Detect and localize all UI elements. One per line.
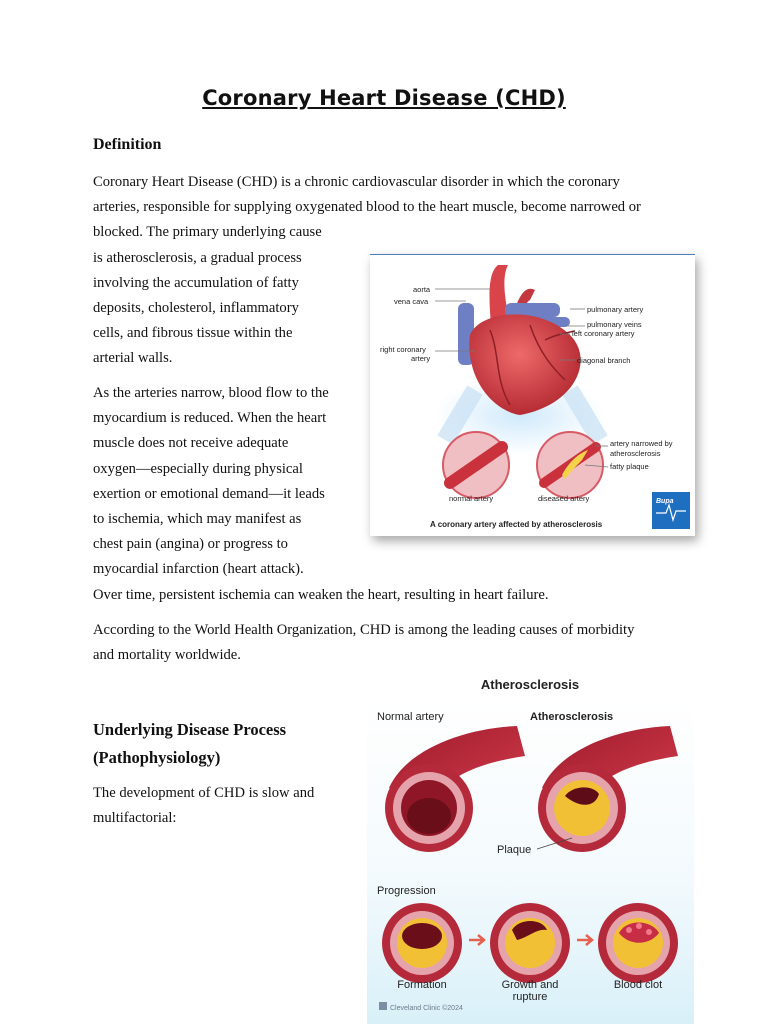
label-artery: artery (411, 354, 431, 363)
text-line: As the arteries narrow, blood flow to the (93, 385, 329, 401)
label-left-coronary: left coronary artery (572, 329, 635, 338)
heading-line: (Pathophysiology) (93, 748, 221, 767)
label-progression: Progression (377, 885, 436, 897)
label-narrowed-2: atherosclerosis (610, 449, 661, 458)
heart-diagram-illustration (370, 255, 695, 536)
process-heading (93, 716, 286, 772)
text-line: arteries, responsible for supplying oxygenated blood to the heart muscle, become narrowed or (93, 199, 641, 216)
label-formation: Formation (397, 979, 447, 991)
label-diseased-artery: diseased artery (538, 494, 590, 503)
label-narrowed-1: artery narrowed by (610, 439, 673, 448)
heart-diagram-figure (370, 254, 695, 536)
process-paragraph (93, 781, 353, 831)
label-pulmonary-veins: pulmonary veins (587, 320, 642, 329)
text-line: deposits, cholesterol, inflammatory (93, 300, 299, 317)
text-line: Over time, persistent ischemia can weaken the heart, resulting in heart failure. (93, 586, 549, 603)
definition-heading: Definition (93, 136, 162, 153)
text-line: cells, and fibrous tissue within the (93, 325, 293, 342)
progression-growth (490, 903, 570, 983)
progression-formation (382, 903, 462, 983)
label-diagonal-branch: diagonal branch (577, 356, 631, 365)
label-plaque: Plaque (497, 844, 532, 856)
label-normal-artery: normal artery (449, 494, 494, 503)
label-fatty-plaque: fatty plaque (610, 462, 649, 471)
label-right-coronary: right coronary (380, 345, 426, 354)
text-line: and mortality worldwide. (93, 647, 241, 664)
figure2-title: Atherosclerosis (480, 677, 580, 692)
label-vena-cava: vena cava (394, 297, 429, 306)
text-line: Coronary Heart Disease (CHD) is a chronic cardiovascular disorder in which the coronary (93, 174, 620, 190)
text-line: muscle does not receive adequate (93, 435, 289, 452)
label-atherosclerosis-heading: Atherosclerosis (530, 711, 614, 723)
text-line: myocardial infarction (heart attack). (93, 561, 304, 578)
figure1-caption: A coronary artery affected by atherosclerosis (430, 520, 603, 529)
text-line: multifactorial: (93, 810, 177, 827)
text-line: involving the accumulation of fatty (93, 274, 299, 291)
text-line: oxygen—especially during physical (93, 460, 303, 477)
label-blood-clot: Blood clot (613, 979, 663, 991)
text-line: blocked. The primary underlying cause (93, 224, 322, 241)
figure2-credit: Cleveland Clinic ©2024 (390, 1005, 463, 1012)
text-line: is atherosclerosis, a gradual process (93, 249, 302, 266)
atherosclerosis-figure (367, 668, 694, 1024)
label-growth-2: rupture (512, 991, 548, 1003)
label-aorta: aorta (413, 285, 431, 294)
progression-blood-clot (598, 903, 678, 983)
text-line: arterial walls. (93, 350, 173, 367)
bupa-logo-text: Bupa (656, 498, 674, 505)
text-line: chest pain (angina) or progress to (93, 536, 288, 553)
cleveland-clinic-icon (379, 1002, 387, 1010)
atherosclerosis-illustration (367, 668, 694, 1024)
text-line: The development of CHD is slow and (93, 785, 315, 801)
heading-line: Underlying Disease Process (93, 720, 287, 739)
label-pulmonary-artery: pulmonary artery (587, 305, 644, 314)
page-title: Coronary Heart Disease (CHD) (202, 86, 566, 110)
label-normal-artery-heading: Normal artery (377, 711, 444, 723)
text-line: to ischemia, which may manifest as (93, 511, 302, 528)
text-line: exertion or emotional demand—it leads (93, 485, 325, 502)
definition-paragraph-3 (93, 618, 713, 668)
label-growth-1: Growth and (501, 979, 559, 991)
text-line: According to the World Health Organization, CHD is among the leading causes of morbidity (93, 622, 635, 638)
text-line: myocardium is reduced. When the heart (93, 410, 327, 427)
